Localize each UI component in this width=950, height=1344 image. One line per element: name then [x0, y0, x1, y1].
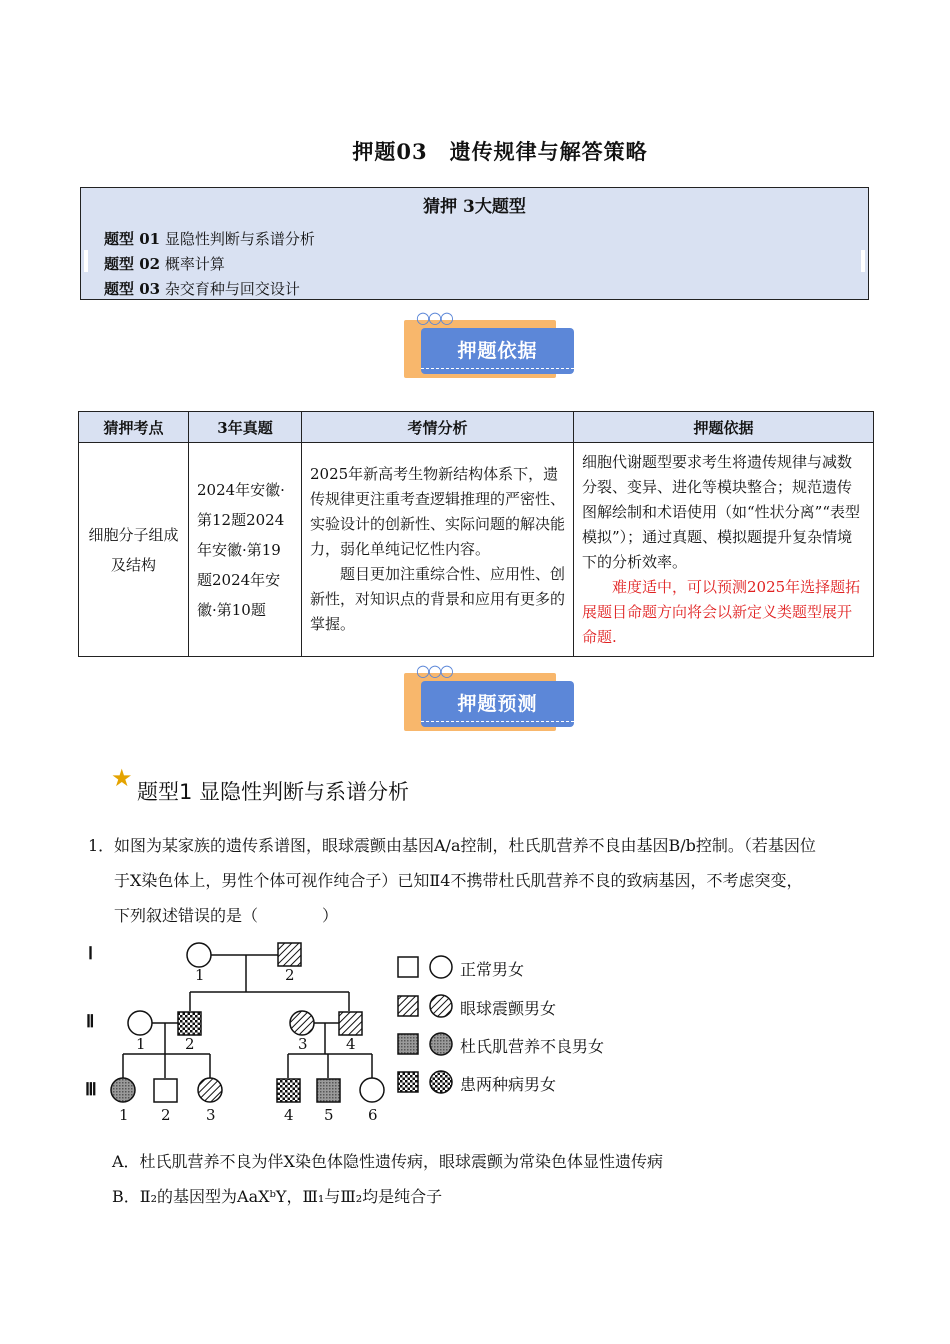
rings-icon: ○○○ [416, 661, 452, 680]
individual-label: 1 [195, 966, 205, 984]
legend-nystagmus: 眼球震颤男女 [460, 999, 557, 1018]
individual-label: 2 [161, 1106, 171, 1124]
individual-label: 4 [284, 1106, 294, 1124]
generation-label: Ⅰ [88, 944, 94, 963]
individual-label: 4 [346, 1035, 356, 1053]
individual-label: 1 [119, 1106, 129, 1124]
generation-label: Ⅱ [86, 1012, 95, 1031]
option-b[interactable]: B．Ⅱ₂的基因型为AaXᵇY，Ⅲ₁与Ⅲ₂均是纯合子 [112, 1187, 443, 1206]
guess-heading: 猜押 3大题型 [423, 197, 526, 217]
individual-label: 5 [324, 1106, 334, 1124]
page-title: 押题03 遗传规律与解答策略 [352, 139, 648, 164]
table-header: 3年真题 [189, 412, 302, 443]
exams-cell: 2024年安徽·第12题2024年安徽·第19题2024年安徽·第10题 [189, 443, 302, 657]
rings-icon: ○○○ [416, 308, 452, 327]
info-table [78, 411, 874, 657]
question-1: 1．如图为某家族的遗传系谱图，眼球震颤由基因A/a控制，杜氏肌营养不良由基因B/b控制。（若基因位 于X染色体上，男性个体可视作纯合子）已知Ⅱ4不携带杜氏肌营养不良的致病基因，不考虑突变， 下列叙述错误的是（ ） [88, 828, 868, 933]
edge-mark [861, 250, 865, 272]
question-number: 1． [88, 836, 115, 855]
guess-box [80, 187, 869, 300]
topic-cell: 细胞分子组成及结构 [79, 443, 189, 657]
table-header: 考情分析 [302, 412, 574, 443]
legend-both: 患两种病男女 [460, 1075, 557, 1094]
guess-item: 题型 01 显隐性判断与系谱分析 [104, 230, 315, 248]
legend-normal: 正常男女 [460, 960, 525, 979]
individual-label: 3 [298, 1035, 308, 1053]
generation-label: Ⅲ [85, 1080, 97, 1099]
section-title: 题型1 显隐性判断与系谱分析 [137, 780, 410, 804]
table-row [79, 443, 874, 657]
individual-label: 6 [368, 1106, 378, 1124]
badge-basis: ○○○ 押题依据 [404, 308, 574, 384]
edge-mark [84, 250, 88, 272]
star-icon: ★ [111, 764, 133, 792]
individual-label: 3 [206, 1106, 216, 1124]
table-header: 押题依据 [574, 412, 874, 443]
table-header: 猜押考点 [79, 412, 189, 443]
individual-label: 2 [185, 1035, 195, 1053]
legend-dmd: 杜氏肌营养不良男女 [460, 1037, 605, 1056]
basis-cell: 细胞代谢题型要求考生将遗传规律与减数分裂、变异、进化等模块整合；规范遗传图解绘制和术语使用（如“性状分离”“表型模拟”）；通过真题、模拟题提升复杂情境下的分析效率。 难度适中，可以预测2025年选择题拓展题目命题方向将会以新定义类题型展开命题. [574, 443, 874, 657]
guess-item: 题型 03 杂交育种与回交设计 [104, 280, 300, 298]
pedigree-chart [80, 935, 640, 1130]
individual-label: 2 [285, 966, 295, 984]
table-header-row [79, 412, 874, 443]
badge-predict: ○○○ 押题预测 [404, 661, 574, 737]
guess-item: 题型 02 概率计算 [104, 255, 225, 273]
individual-label: 1 [136, 1035, 146, 1053]
option-a[interactable]: A．杜氏肌营养不良为伴X染色体隐性遗传病，眼球震颤为常染色体显性遗传病 [112, 1152, 663, 1171]
analysis-cell: 2025年新高考生物新结构体系下，遗传规律更注重考查逻辑推理的严密性、实验设计的创新性、实际问题的解决能力，弱化单纯记忆性内容。 题目更加注重综合性、应用性、创新性，对知识点的背景和应用有更多的掌握。 [302, 443, 574, 657]
